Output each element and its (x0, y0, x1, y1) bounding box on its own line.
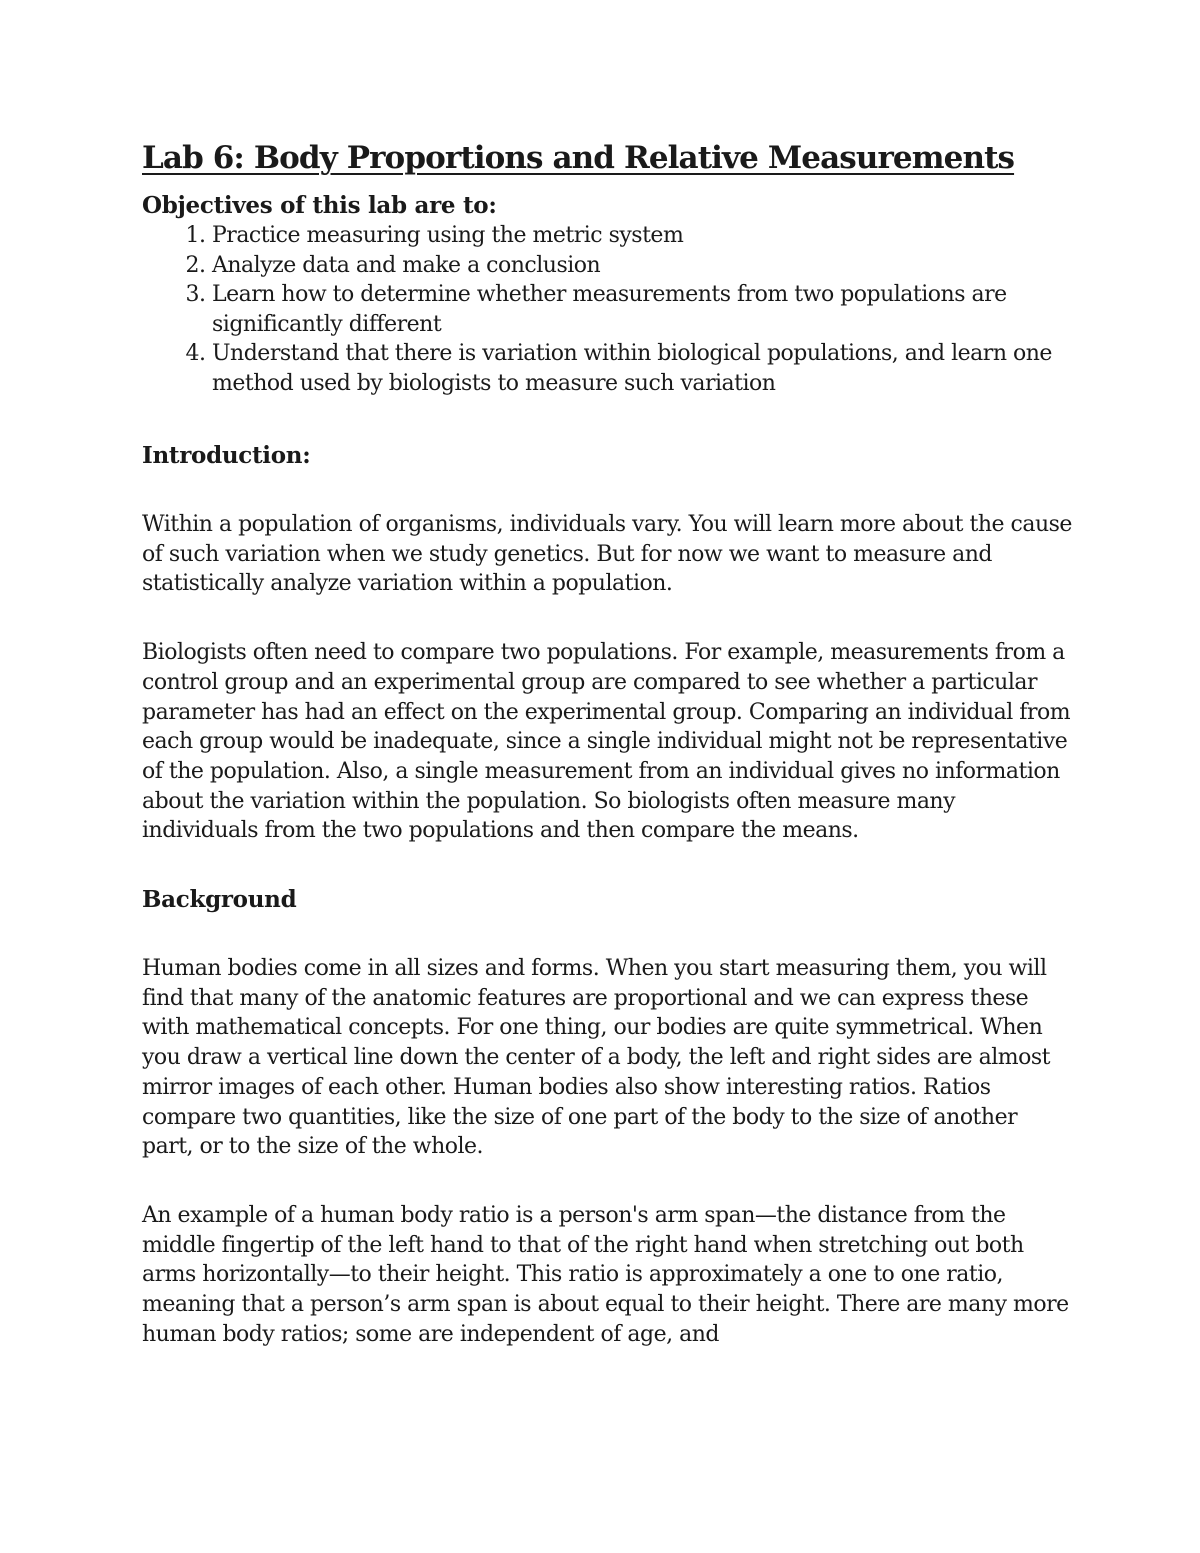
introduction-paragraph: Within a population of organisms, individuals vary. You will learn more about the cause of such variation when we study genetics. But for now we want to measure and statistically analyze variation within a population. (142, 512, 1072, 597)
list-item: 3. Learn how to determine whether measurements from two populations are significantly different (212, 280, 1072, 339)
list-item: 4. Understand that there is variation within biological populations, and learn one method used by biologists to measure such variation (212, 339, 1072, 398)
background-heading: Background (142, 886, 297, 914)
introduction-heading: Introduction: (142, 442, 311, 469)
background-paragraph: Human bodies come in all sizes and forms. When you start measuring them, you will find that many of the anatomic features are proportional and we can express these with mathematical concepts. For one thing, our bodies are quite symmetrical. When you draw a vertical line down the center of a body, the left and right sides are almost mirror images of each other. Human bodies also show interesting ratios. Ratios compare two quantities, like the size of one part of the body to the size of another part, or to the size of the whole. (142, 956, 1050, 1160)
document-title: Lab 6: Body Proportions and Relative Measurements (142, 140, 1015, 176)
objectives-list (142, 221, 1072, 398)
list-item: 1. Practice measuring using the metric system (212, 221, 1072, 251)
background-paragraph: An example of a human body ratio is a person's arm span—the distance from the middle fingertip of the left hand to that of the right hand when stretching out both arms horizontally—to their height. This ratio is approximately a one to one ratio, meaning that a person’s arm span is about equal to their height. There are many more human body ratios; some are independent of age, and (142, 1202, 1069, 1347)
introduction-paragraph: Biologists often need to compare two populations. For example, measurements from a control group and an experimental group are compared to see whether a particular parameter has had an effect on the experimental group. Comparing an individual from each group would be inadequate, since a single individual might not be representative of the population. Also, a single measurement from an individual gives no information about the variation within the population. So biologists often measure many individuals from the two populations and then compare the means. (142, 640, 1071, 844)
list-item: 2. Analyze data and make a conclusion (212, 251, 1072, 281)
document-page (142, 140, 1072, 1349)
objectives-heading: Objectives of this lab are to: (142, 192, 497, 219)
